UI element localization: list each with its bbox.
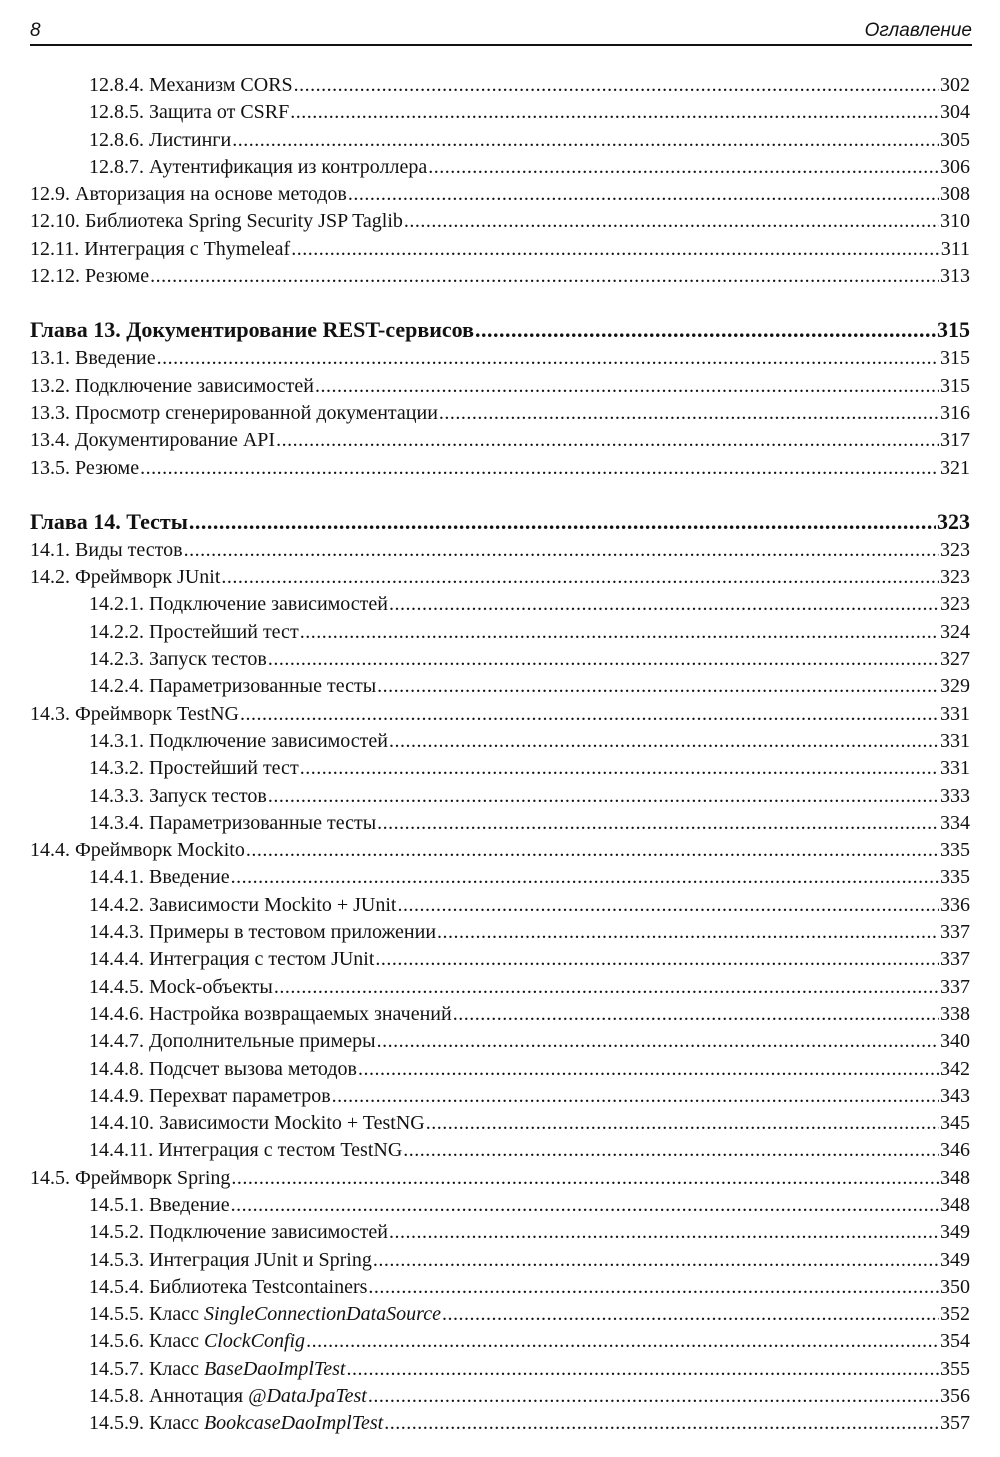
toc-entry-label: Простейший тест — [149, 757, 299, 780]
toc-entry-title — [89, 755, 299, 782]
toc-entry-number: 12.8.5. — [89, 101, 144, 124]
toc-entry-label: Фреймворк Mockito — [75, 839, 245, 862]
dot-leader — [332, 1083, 939, 1110]
dot-leader — [426, 1110, 939, 1137]
toc-entry-code-name: BookcaseDaoImplTest — [203, 1412, 384, 1435]
toc-entry-number: 14.3.4. — [89, 811, 144, 834]
toc-entry — [30, 1219, 970, 1246]
dot-leader — [290, 99, 939, 126]
toc-entry-number: 14.2.1. — [89, 593, 144, 616]
toc-entry-page: 329 — [940, 675, 970, 698]
toc-entry — [30, 810, 970, 837]
toc-entry — [30, 864, 970, 891]
toc-entry — [30, 619, 970, 646]
toc-chapter — [30, 507, 970, 537]
dot-leader — [403, 1137, 939, 1164]
toc-entry — [30, 701, 970, 728]
toc-entry-number: 14.5.8. — [89, 1385, 144, 1408]
page-number: 8 — [30, 20, 41, 41]
toc-entry-label: Подключение зависимостей — [149, 593, 388, 616]
toc-entry-page: 323 — [937, 508, 970, 534]
toc-entry-number: 14.4. — [30, 839, 70, 862]
page-header — [30, 18, 972, 46]
toc-entry-label: Просмотр сгенерированной документации — [75, 401, 438, 424]
toc-entry — [30, 99, 970, 126]
dot-leader — [389, 728, 939, 755]
toc-chapter — [30, 315, 970, 345]
toc-entry-title — [89, 728, 388, 755]
dot-leader — [398, 892, 940, 919]
toc-entry-page: 308 — [940, 183, 970, 206]
toc-entry-page: 306 — [940, 155, 970, 178]
dot-leader — [346, 1356, 939, 1383]
running-title: Оглавление — [864, 20, 972, 41]
dot-leader — [232, 127, 939, 154]
toc-entry-page: 321 — [940, 456, 970, 479]
toc-entry-code-name: BaseDaoImplTest — [203, 1357, 346, 1380]
toc-entry-label: Введение — [149, 866, 230, 889]
toc-entry — [30, 1328, 970, 1355]
toc-entry-number: 14.4.3. — [89, 921, 144, 944]
section-gap — [30, 290, 970, 315]
toc-entry-number: 13.3. — [30, 401, 70, 424]
toc-entry-label: Фреймворк JUnit — [75, 566, 221, 589]
toc-entry-page: 313 — [940, 265, 970, 288]
toc-entry-label: Интеграция JUnit и Spring — [149, 1248, 372, 1271]
toc-entry-number: 14.4.4. — [89, 948, 144, 971]
toc-entry-number: 14.4.5. — [89, 975, 144, 998]
toc-entry — [30, 783, 970, 810]
toc-entry — [30, 208, 970, 235]
toc-entry-code-name: SingleConnectionDataSource — [203, 1303, 441, 1326]
toc-entry-label: Фреймворк TestNG — [75, 702, 239, 725]
toc-entry-title — [89, 1356, 345, 1383]
toc-entry-title — [30, 507, 188, 537]
toc-entry-title — [89, 72, 293, 99]
toc-entry-page: 356 — [940, 1385, 970, 1408]
toc-entry — [30, 946, 970, 973]
toc-entry-number: 14.4.1. — [89, 866, 144, 889]
toc-entry-label: Mock-объекты — [149, 975, 273, 998]
dot-leader — [157, 345, 939, 372]
toc-entry-number: 12.11. — [30, 237, 80, 260]
toc-entry-label: Класс — [149, 1330, 199, 1353]
toc-entry — [30, 892, 970, 919]
toc-entry-label: Примеры в тестовом приложении — [149, 921, 437, 944]
toc-entry — [30, 455, 970, 482]
dot-leader — [189, 507, 936, 537]
toc-entry-page: 335 — [940, 839, 970, 862]
toc-entry — [30, 1274, 970, 1301]
toc-entry-number: Глава 13. — [30, 317, 121, 343]
toc-entry-page: 331 — [940, 757, 970, 780]
toc-entry — [30, 1110, 970, 1137]
dot-leader — [231, 864, 939, 891]
toc-entry-page: 348 — [940, 1193, 970, 1216]
toc-entry — [30, 1165, 970, 1192]
toc-entry-number: 14.4.2. — [89, 893, 144, 916]
toc-entry-number: 14.5.1. — [89, 1193, 144, 1216]
toc-entry-page: 315 — [940, 347, 970, 370]
toc-entry-number: 12.9. — [30, 183, 70, 206]
toc-entry-page: 302 — [940, 74, 970, 96]
toc-entry-page: 337 — [940, 921, 970, 944]
dot-leader — [475, 315, 936, 345]
toc-entry-number: 14.5.6. — [89, 1330, 144, 1353]
toc-entry-number: 12.8.4. — [89, 74, 144, 96]
toc-entry — [30, 236, 970, 263]
dot-leader — [404, 208, 939, 235]
toc-entry-title — [89, 154, 427, 181]
toc-entry-number: 14.4.8. — [89, 1057, 144, 1080]
toc-entry-title — [89, 673, 376, 700]
toc-entry-title — [89, 1137, 402, 1164]
toc-entry-title — [30, 427, 275, 454]
toc-entry-label: Защита от CSRF — [149, 101, 290, 124]
toc-entry-page: 337 — [940, 975, 970, 998]
toc-entry-code-name: ClockConfig — [203, 1330, 306, 1353]
toc-entry-label: Резюме — [75, 456, 140, 479]
section-gap — [30, 482, 970, 507]
toc-entry-title — [89, 864, 230, 891]
toc-entry-page: 331 — [940, 729, 970, 752]
toc-entry-label: Класс — [149, 1303, 199, 1326]
toc-entry-label: Виды тестов — [75, 538, 183, 561]
dot-leader — [268, 646, 939, 673]
toc-entry-label: Класс — [149, 1357, 199, 1380]
toc-entry-page: 331 — [940, 702, 970, 725]
toc-entry-title — [89, 946, 374, 973]
toc-entry-page: 348 — [940, 1166, 970, 1189]
toc-entry-title — [89, 1083, 331, 1110]
toc-entry-number: 14.4.11. — [89, 1139, 154, 1162]
toc-entry-label: Подключение зависимостей — [75, 374, 314, 397]
toc-entry-page: 342 — [940, 1057, 970, 1080]
toc-entry-page: 323 — [940, 566, 970, 589]
toc-entry — [30, 427, 970, 454]
dot-leader — [291, 236, 940, 263]
toc-entry-page: 336 — [940, 893, 970, 916]
toc-entry-label: Механизм CORS — [149, 74, 293, 96]
toc-entry-title — [30, 564, 220, 591]
toc-entry-page: 355 — [940, 1357, 970, 1380]
toc-entry-title — [89, 1110, 425, 1137]
dot-leader — [373, 1247, 939, 1274]
dot-leader — [437, 919, 939, 946]
toc-entry-number: 13.2. — [30, 374, 70, 397]
toc-entry — [30, 1247, 970, 1274]
toc-entry-number: 14.4.9. — [89, 1084, 144, 1107]
dot-leader — [300, 619, 939, 646]
toc-entry-label: Интеграция с Thymeleaf — [84, 237, 291, 260]
toc-entry-title — [89, 591, 388, 618]
dot-leader — [268, 783, 939, 810]
toc-entry — [30, 564, 970, 591]
toc-entry-title — [30, 315, 474, 345]
toc-entry-number: 14.3.3. — [89, 784, 144, 807]
toc-entry-page: 333 — [940, 784, 970, 807]
toc-entry-label: Подключение зависимостей — [149, 729, 388, 752]
dot-leader — [140, 455, 939, 482]
toc-entry-title — [89, 810, 376, 837]
toc-entry — [30, 1137, 970, 1164]
dot-leader — [221, 564, 939, 591]
toc-entry-number: 13.4. — [30, 429, 70, 452]
toc-entry — [30, 154, 970, 181]
toc-entry-number: 14.2. — [30, 566, 70, 589]
toc-entry-number: Глава 14. — [30, 508, 121, 534]
dot-leader — [368, 1274, 939, 1301]
toc-entry-number: 14.1. — [30, 538, 70, 561]
toc-entry-number: 14.5.9. — [89, 1412, 144, 1435]
toc-entry-page: 310 — [940, 210, 970, 233]
toc-entry-label: Параметризованные тесты — [149, 675, 377, 698]
toc-entry-title — [89, 1301, 441, 1328]
toc-entry-number: 14.2.3. — [89, 648, 144, 671]
toc-entry-label: Перехват параметров — [149, 1084, 331, 1107]
dot-leader — [442, 1301, 939, 1328]
toc-entry-title — [89, 783, 267, 810]
toc-entry-number: 14.5.2. — [89, 1221, 144, 1244]
toc-entry-page: 354 — [940, 1330, 970, 1353]
toc-entry-label: Аннотация — [149, 1385, 244, 1408]
toc-entry-code-name: @DataJpaTest — [248, 1385, 367, 1408]
toc-entry-label: Авторизация на основе методов — [75, 183, 347, 206]
toc-entry — [30, 974, 970, 1001]
toc-entry-label: Запуск тестов — [149, 784, 267, 807]
dot-leader — [240, 701, 939, 728]
dot-leader — [150, 263, 939, 290]
toc-entry-label: Интеграция с тестом TestNG — [158, 1139, 403, 1162]
dot-leader — [306, 1328, 939, 1355]
toc-entry-label: Библиотека Spring Security JSP Taglib — [85, 210, 403, 233]
toc-entry-label: Библиотека Testcontainers — [149, 1275, 368, 1298]
dot-leader — [377, 810, 939, 837]
toc-entry-number: 13.1. — [30, 347, 70, 370]
toc-entry — [30, 837, 970, 864]
dot-leader — [428, 154, 939, 181]
toc-entry-title — [89, 1219, 388, 1246]
toc-entry-label: Подключение зависимостей — [149, 1221, 388, 1244]
toc-entry-title — [30, 236, 290, 263]
toc-entry-label: Документирование REST-сервисов — [126, 317, 475, 343]
toc-entry-number: 14.4.10. — [89, 1112, 154, 1135]
toc-entry — [30, 919, 970, 946]
toc-entry-page: 346 — [940, 1139, 970, 1162]
toc-entry-title — [30, 837, 245, 864]
dot-leader — [315, 373, 939, 400]
toc-entry-title — [30, 345, 156, 372]
toc-entry — [30, 1056, 970, 1083]
table-of-contents — [30, 72, 970, 1438]
toc-entry-page: 305 — [940, 128, 970, 151]
toc-entry-label: Документирование API — [75, 429, 276, 452]
toc-entry-title — [30, 455, 139, 482]
toc-entry-label: Подсчет вызова методов — [149, 1057, 357, 1080]
toc-entry — [30, 1301, 970, 1328]
toc-entry-page: 317 — [940, 429, 970, 452]
toc-entry-label: Введение — [75, 347, 156, 370]
toc-entry-number: 12.10. — [30, 210, 80, 233]
toc-entry-label: Настройка возвращаемых значений — [149, 1002, 452, 1025]
toc-entry-title — [89, 1192, 230, 1219]
toc-entry-number: 14.2.2. — [89, 620, 144, 643]
toc-entry-label: Параметризованные тесты — [149, 811, 377, 834]
dot-leader — [246, 837, 939, 864]
toc-entry — [30, 373, 970, 400]
dot-leader — [439, 400, 939, 427]
toc-entry-title — [89, 1028, 376, 1055]
toc-entry-page: 340 — [940, 1030, 970, 1053]
dot-leader — [184, 537, 939, 564]
toc-entry — [30, 1083, 970, 1110]
dot-leader — [377, 673, 939, 700]
toc-entry-title — [30, 537, 183, 564]
dot-leader — [377, 1028, 939, 1055]
toc-entry-label: Запуск тестов — [149, 648, 267, 671]
dot-leader — [231, 1165, 939, 1192]
toc-entry-title — [89, 1410, 383, 1437]
dot-leader — [375, 946, 939, 973]
toc-entry-title — [89, 1056, 357, 1083]
toc-entry — [30, 263, 970, 290]
toc-entry-label: Зависимости Mockito + TestNG — [159, 1112, 425, 1135]
toc-entry-page: 345 — [940, 1112, 970, 1135]
toc-entry-page: 323 — [940, 593, 970, 616]
toc-entry-page: 323 — [940, 538, 970, 561]
toc-entry — [30, 1383, 970, 1410]
toc-entry-title — [30, 701, 239, 728]
toc-entry-page: 327 — [940, 648, 970, 671]
toc-entry-title — [30, 373, 314, 400]
toc-entry-number: 14.5.5. — [89, 1303, 144, 1326]
toc-entry — [30, 1028, 970, 1055]
toc-entry-title — [89, 1001, 452, 1028]
toc-entry-page: 315 — [940, 374, 970, 397]
dot-leader — [274, 974, 939, 1001]
toc-entry — [30, 673, 970, 700]
toc-entry-page: 338 — [940, 1002, 970, 1025]
dot-leader — [453, 1001, 939, 1028]
dot-leader — [384, 1410, 939, 1437]
toc-entry-page: 350 — [940, 1275, 970, 1298]
toc-entry-title — [30, 263, 149, 290]
toc-entry-number: 12.8.6. — [89, 128, 144, 151]
toc-entry-page: 316 — [940, 401, 970, 424]
toc-entry — [30, 591, 970, 618]
toc-entry-label: Фреймворк Spring — [75, 1166, 231, 1189]
toc-entry-label: Введение — [149, 1193, 230, 1216]
toc-entry-page: 311 — [940, 237, 970, 260]
dot-leader — [231, 1192, 939, 1219]
toc-entry — [30, 181, 970, 208]
toc-entry-number: 14.5.3. — [89, 1248, 144, 1271]
toc-entry-label: Интеграция с тестом JUnit — [149, 948, 375, 971]
dot-leader — [294, 72, 939, 99]
toc-entry-title — [89, 974, 273, 1001]
toc-entry-title — [89, 1328, 305, 1355]
toc-entry-page: 304 — [940, 101, 970, 124]
toc-entry-title — [30, 400, 438, 427]
toc-entry-number: 14.5. — [30, 1166, 70, 1189]
toc-entry-label: Листинги — [149, 128, 232, 151]
toc-entry-number: 13.5. — [30, 456, 70, 479]
toc-entry-number: 14.5.7. — [89, 1357, 144, 1380]
toc-entry-title — [89, 1383, 367, 1410]
toc-entry-title — [89, 1274, 367, 1301]
toc-entry-label: Дополнительные примеры — [149, 1030, 376, 1053]
toc-entry-page: 349 — [940, 1248, 970, 1271]
toc-entry-number: 14.3.1. — [89, 729, 144, 752]
toc-entry — [30, 1356, 970, 1383]
dot-leader — [348, 181, 939, 208]
toc-entry-page: 343 — [940, 1084, 970, 1107]
toc-entry-label: Зависимости Mockito + JUnit — [149, 893, 397, 916]
toc-entry — [30, 728, 970, 755]
dot-leader — [368, 1383, 939, 1410]
toc-entry — [30, 1001, 970, 1028]
toc-entry-number: 14.4.7. — [89, 1030, 144, 1053]
toc-entry-title — [30, 181, 347, 208]
dot-leader — [389, 591, 939, 618]
toc-entry-page: 324 — [940, 620, 970, 643]
toc-entry-number: 12.12. — [30, 265, 80, 288]
toc-entry-title — [89, 892, 397, 919]
toc-entry-title — [30, 1165, 230, 1192]
toc-entry-title — [89, 127, 231, 154]
toc-entry-number: 14.2.4. — [89, 675, 144, 698]
toc-entry-page: 335 — [940, 866, 970, 889]
toc-entry-title — [89, 1247, 372, 1274]
toc-entry-number: 14.3.2. — [89, 757, 144, 780]
toc-entry-label: Тесты — [126, 508, 188, 534]
toc-entry-label: Простейший тест — [149, 620, 299, 643]
toc-entry-label: Аутентификация из контроллера — [149, 155, 428, 178]
toc-entry-number: 12.8.7. — [89, 155, 144, 178]
toc-entry — [30, 127, 970, 154]
toc-entry-number: 14.4.6. — [89, 1002, 144, 1025]
toc-entry — [30, 1410, 970, 1437]
toc-entry-page: 349 — [940, 1221, 970, 1244]
toc-entry-page: 337 — [940, 948, 970, 971]
toc-entry — [30, 72, 970, 99]
toc-entry-page: 352 — [940, 1303, 970, 1326]
toc-entry-label: Класс — [149, 1412, 199, 1435]
toc-entry-page: 334 — [940, 811, 970, 834]
toc-entry-number: 14.3. — [30, 702, 70, 725]
toc-entry — [30, 400, 970, 427]
toc-entry — [30, 1192, 970, 1219]
toc-entry-title — [30, 208, 403, 235]
dot-leader — [358, 1056, 939, 1083]
toc-entry-label: Резюме — [85, 265, 150, 288]
dot-leader — [389, 1219, 939, 1246]
toc-entry-page: 357 — [940, 1412, 970, 1435]
toc-entry-title — [89, 919, 436, 946]
toc-entry-number: 14.5.4. — [89, 1275, 144, 1298]
toc-entry — [30, 646, 970, 673]
toc-entry — [30, 345, 970, 372]
dot-leader — [300, 755, 939, 782]
toc-entry-page: 315 — [937, 317, 970, 343]
toc-entry-title — [89, 99, 289, 126]
toc-entry-title — [89, 646, 267, 673]
toc-entry-title — [89, 619, 299, 646]
toc-entry — [30, 755, 970, 782]
dot-leader — [276, 427, 939, 454]
toc-entry — [30, 537, 970, 564]
